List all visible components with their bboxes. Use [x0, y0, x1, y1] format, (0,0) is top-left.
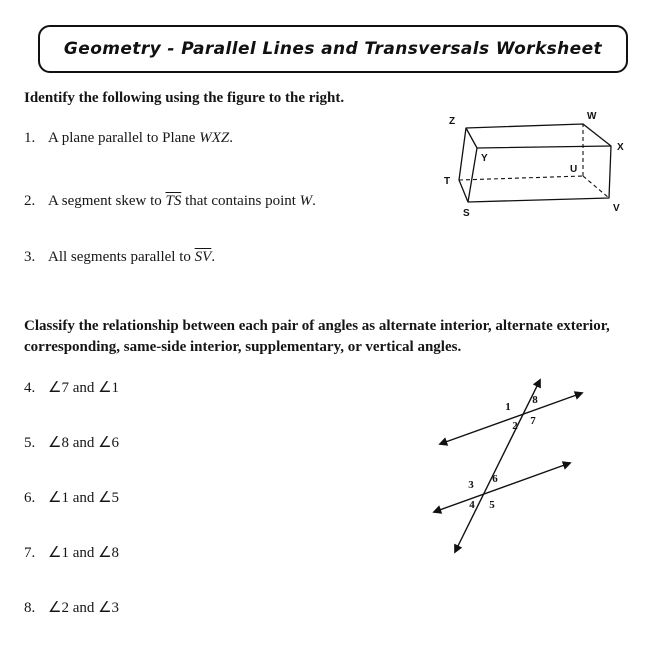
question-4-text: ∠7 and ∠1: [48, 380, 120, 396]
prism-vertex-label-w: W: [587, 111, 597, 122]
question-2-overline-segment: $\overline{TS}$: [165, 193, 182, 209]
question-5-text: ∠8 and ∠6: [48, 435, 120, 451]
angle-label-7: 7: [530, 415, 536, 427]
question-5-number: 5.: [24, 435, 36, 451]
question-8-text: ∠2 and ∠3: [48, 600, 120, 616]
question-2: [24, 193, 316, 210]
question-3-post: .: [211, 249, 216, 265]
parallel-line-upper: [440, 393, 582, 444]
prism-vertex-label-u: U: [570, 164, 578, 175]
question-7: [24, 543, 119, 562]
question-4: [24, 378, 119, 397]
question-8: [24, 598, 119, 617]
parallel-line-lower: [434, 463, 570, 512]
prism-vertex-label-z: Z: [449, 116, 456, 127]
angle-label-1: 1: [505, 401, 511, 413]
question-3-number: 3.: [24, 249, 36, 265]
question-1: [24, 130, 233, 147]
question-2-post: .: [312, 193, 316, 209]
angle-label-8: 8: [532, 394, 538, 406]
question-1-math: WXZ: [199, 130, 230, 146]
question-4-number: 4.: [24, 380, 36, 396]
question-7-text: ∠1 and ∠8: [48, 545, 120, 561]
prism-vertex-label-v: V: [613, 203, 620, 214]
prism-vertex-label-s: S: [463, 208, 470, 219]
prism-visible-inner-edges: [466, 128, 611, 202]
question-7-number: 7.: [24, 545, 36, 561]
angle-label-2: 2: [512, 420, 518, 432]
question-3: [24, 249, 215, 266]
question-1-pre: A plane parallel to Plane: [48, 130, 200, 146]
question-2-math: W: [299, 193, 313, 209]
question-8-number: 8.: [24, 600, 36, 616]
question-3-text: [48, 249, 215, 265]
question-6-text: ∠1 and ∠5: [48, 490, 120, 506]
question-2-number: 2.: [24, 193, 36, 209]
question-2-mid: that contains point: [181, 193, 300, 209]
question-1-text: [48, 130, 233, 146]
question-1-post: .: [229, 130, 233, 146]
worksheet-title: Geometry - Parallel Lines and Transversals Worksheet: [63, 39, 603, 59]
section2-heading: Classify the relationship between each pair of angles as alternate interior, alternate exterior, corresponding, same-side interior, supplementary, or vertical angles.: [24, 318, 610, 355]
section1-heading: Identify the following using the figure to the right.: [24, 90, 345, 106]
title-box: [38, 25, 628, 73]
angle-label-5: 5: [489, 499, 495, 511]
prism-vertex-label-y: Y: [481, 153, 488, 164]
transversal-figure: [430, 372, 600, 562]
question-2-text: [48, 193, 316, 209]
angle-label-4: 4: [469, 499, 475, 511]
question-2-pre: A segment skew to: [48, 193, 166, 209]
prism-figure: [441, 108, 631, 223]
question-1-number: 1.: [24, 130, 36, 146]
question-5: [24, 433, 119, 452]
transversal-line: [455, 380, 540, 552]
prism-vertex-label-x: X: [617, 142, 624, 153]
question-3-pre: All segments parallel to: [48, 249, 195, 265]
question-3-overline-segment: $\overline{SV}$: [194, 249, 212, 265]
question-6: [24, 488, 119, 507]
prism-vertex-label-t: T: [444, 176, 451, 187]
angle-label-3: 3: [468, 479, 474, 491]
angle-label-6: 6: [492, 473, 498, 485]
question-6-number: 6.: [24, 490, 36, 506]
